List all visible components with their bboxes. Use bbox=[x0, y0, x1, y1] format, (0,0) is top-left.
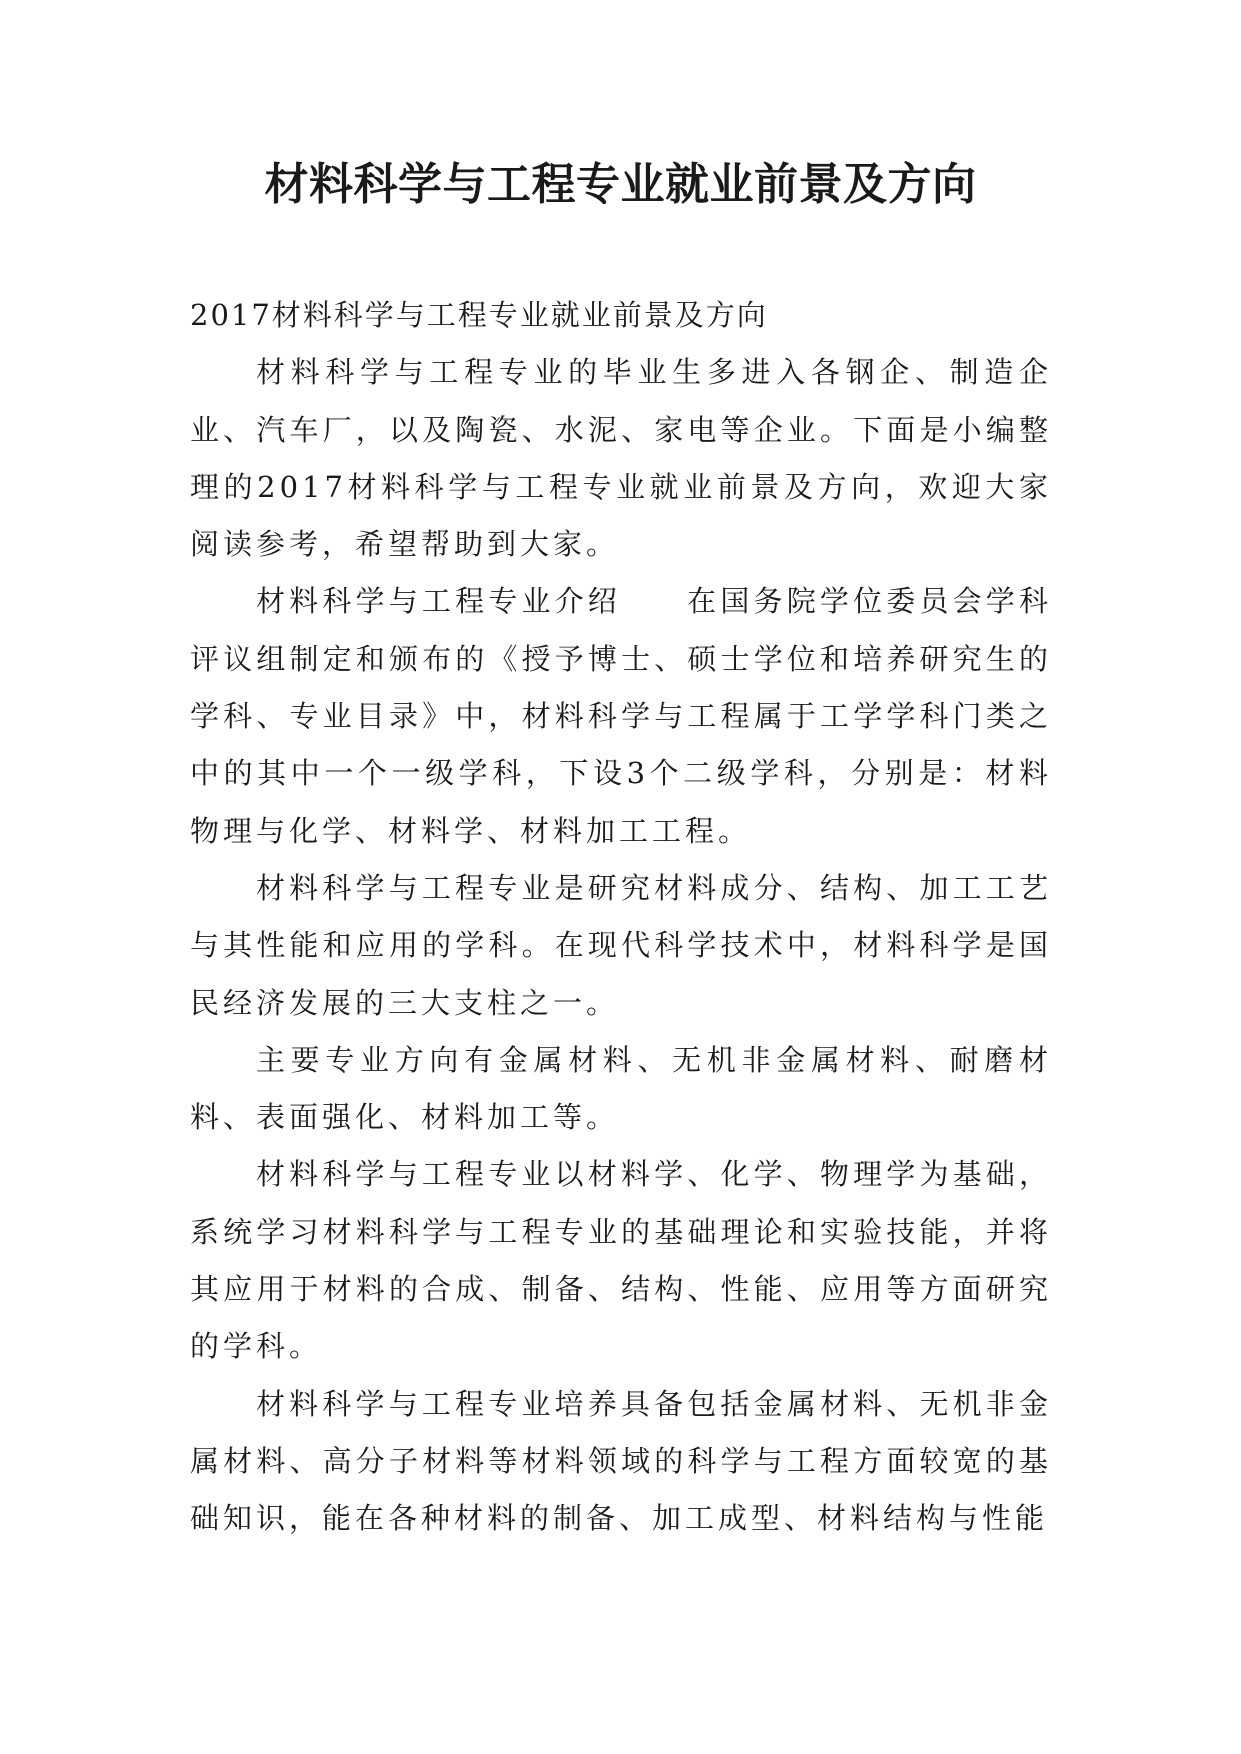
paragraph-intro: 材料科学与工程专业的毕业生多进入各钢企、制造企业、汽车厂，以及陶瓷、水泥、家电等企业。下面是小编整理的2017材料科学与工程专业就业前景及方向，欢迎大家阅读参考，希望帮助到大家。 bbox=[190, 355, 1052, 562]
major-intro-heading: 材料科学与工程专业介绍 bbox=[256, 584, 621, 619]
paragraph-training: 材料科学与工程专业培养具备包括金属材料、无机非金属材料、高分子材料等材料领域的科学与工程方面较宽的基础知识，能在各种材料的制备、加工成型、材料结构与性能 bbox=[190, 1386, 1052, 1536]
major-intro-text: 在国务院学位委员会学科评议组制定和颁布的《授予博士、硕士学位和培养研究生的学科、专业目录》中，材料科学与工程属于工学学科门类之中的其中一个一级学科，下设3个二级学科，分别是：材料物理与化学、材料学、材料加工工程。 bbox=[190, 584, 1052, 848]
document-body bbox=[190, 287, 1052, 1548]
document-subtitle: 2017材料科学与工程专业就业前景及方向 bbox=[190, 298, 768, 332]
document-title: 材料科学与工程专业就业前景及方向 bbox=[264, 159, 977, 210]
paragraph-major-introduction bbox=[190, 573, 1052, 859]
paragraph-foundation: 材料科学与工程专业以材料学、化学、物理学为基础，系统学习材料科学与工程专业的基础理论和实验技能，并将其应用于材料的合成、制备、结构、性能、应用等方面研究的学科。 bbox=[190, 1157, 1052, 1364]
paragraph-definition: 材料科学与工程专业是研究材料成分、结构、加工工艺与其性能和应用的学科。在现代科学技术中，材料科学是国民经济发展的三大支柱之一。 bbox=[190, 870, 1052, 1020]
paragraph-directions: 主要专业方向有金属材料、无机非金属材料、耐磨材料、表面强化、材料加工等。 bbox=[190, 1042, 1052, 1135]
